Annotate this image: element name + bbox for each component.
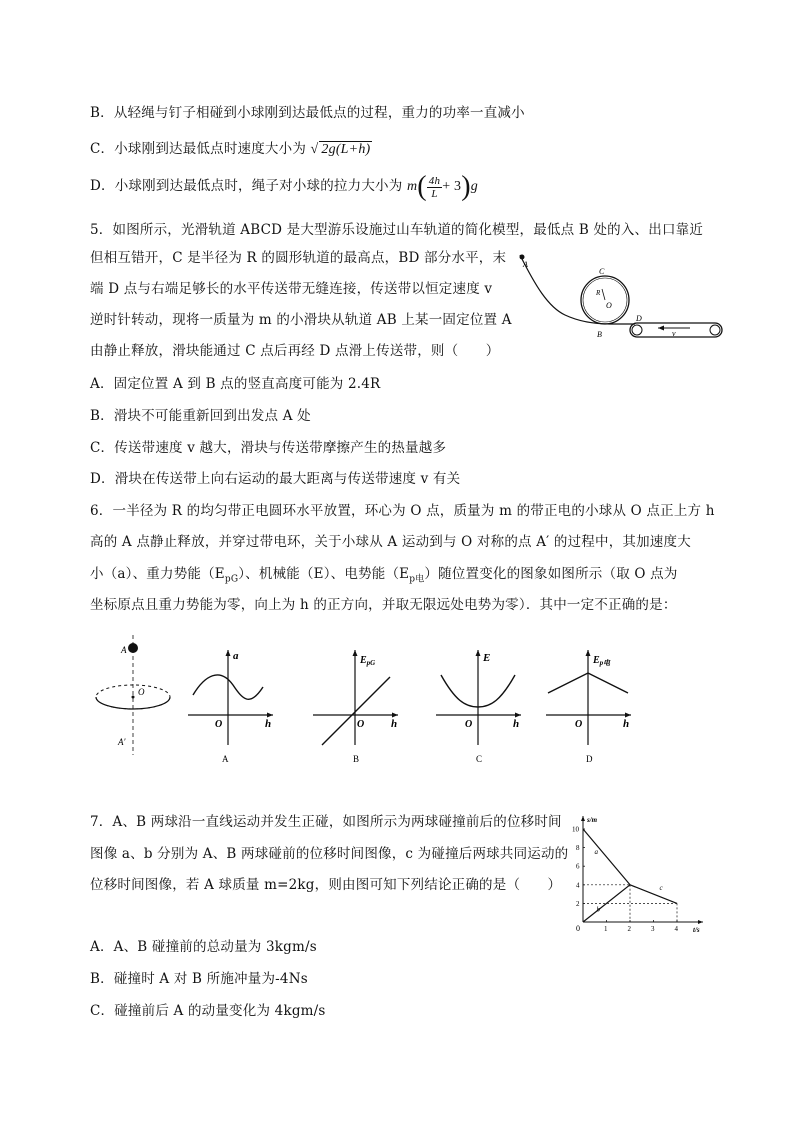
gravity-symbol: g: [470, 179, 478, 195]
ylabel: a: [233, 650, 239, 662]
x-tick-label: 2: [627, 925, 631, 933]
series-label-a: a: [594, 847, 598, 856]
sqrt-expression: 2g(L+h): [321, 142, 371, 157]
q6-line3-part3: ）随位置变化的图象如图所示（取 O 点为: [424, 566, 678, 582]
chart-axes: [576, 816, 703, 934]
q5-stem-line-2: 但相互错开，C 是半径为 R 的圆形轨道的最高点，BD 部分水平，末: [90, 250, 507, 266]
label-a: A: [523, 260, 528, 269]
q4-option-d: [90, 173, 478, 201]
y-axis-label: s/m: [587, 816, 598, 824]
subscript-pd: p电: [409, 574, 425, 585]
x-tick-label: 4: [674, 925, 678, 933]
label-v: v: [672, 329, 676, 338]
q7-stem-line-1: 7．A、B 两球沿一直线运动并发生正碰，如图所示为两球碰撞前后的位移时间: [90, 814, 562, 830]
ylabel: $E_{p电}$: [593, 655, 611, 667]
y-tick-label: 6: [576, 862, 580, 871]
radius-line: [602, 289, 605, 300]
xlabel: h: [265, 718, 272, 730]
q5-stem-line-5: 由静止释放，滑块能通过 C 点后再经 D 点滑上传送带，则（ ）: [90, 343, 500, 359]
x-arrowhead: [267, 713, 273, 718]
ring-label-a: A: [121, 645, 127, 655]
series-label-c: c: [659, 884, 663, 893]
q7-stem-line-3: 位移时间图像，若 A 球质量 m=2kg，则由图可知下列结论正确的是（ ）: [90, 877, 562, 893]
velocity-arrowhead: [658, 326, 664, 331]
q5-option-d: D．滑块在传送带上向右运动的最大距离与传送带速度 v 有关: [90, 471, 461, 487]
q5-stem-line-3: 端 D 点与右端足够长的水平传送带无缝连接，传送带以恒定速度 v: [90, 281, 493, 297]
y-tick-label: 10: [572, 825, 579, 834]
block-a: [520, 255, 525, 260]
origin: O: [465, 719, 473, 730]
y-arrowhead: [226, 650, 231, 656]
caption: D: [586, 754, 593, 764]
xlabel: h: [623, 718, 630, 730]
y-tick-label: 8: [576, 844, 580, 853]
q4-option-c: [90, 137, 372, 158]
plus-term: + 3: [442, 179, 462, 195]
ylabel: E: [483, 652, 491, 664]
charged-ring-figure: [90, 635, 180, 755]
x-arrowhead: [392, 713, 398, 718]
ball-a: [128, 643, 138, 653]
x-axis-arrowhead: [698, 920, 703, 924]
xlabel: h: [391, 718, 398, 730]
pulley-left: [632, 325, 642, 335]
label-d: D: [636, 314, 642, 323]
label-o: O: [606, 301, 612, 310]
x-arrowhead: [625, 713, 631, 718]
pulley-right: [710, 325, 720, 335]
q7-stem-line-2: 图像 a、b 分别为 A、B 两球碰前的位移时间图像，c 为碰撞后两球共同运动的: [90, 846, 569, 862]
x-tick-label: 3: [651, 925, 655, 933]
ring-label-a-prime: A′: [118, 737, 126, 747]
y-tick-label: 4: [576, 881, 580, 890]
q6-stem-line-1: 6．一半径为 R 的均匀带正电圆环水平放置，环心为 O 点，质量为 m 的带正电的小球从 O 点正上方 h: [90, 503, 715, 519]
origin: O: [575, 719, 583, 730]
q7-option-c: C．碰撞前后 A 的动量变化为 4kgm/s: [90, 1003, 326, 1019]
origin: O: [357, 719, 365, 730]
q5-option-a: A．固定位置 A 到 B 点的竖直高度可能为 2.4R: [90, 376, 381, 392]
x-arrowhead: [515, 713, 521, 718]
q5-option-b: B．滑块不可能重新回到出发点 A 处: [90, 408, 311, 424]
y-arrowhead: [586, 650, 591, 656]
label-c: C: [599, 267, 605, 276]
origin-label: 0: [576, 924, 580, 933]
q4-option-c-formula: √ 2g(L+h): [310, 142, 371, 157]
graph-d: [543, 645, 638, 765]
ring-label-o: O: [138, 687, 145, 697]
ylabel: $E_{pG}$: [360, 655, 376, 667]
origin: O: [215, 719, 223, 730]
q4-option-c-text: C．小球刚到达最低点时速度大小为: [90, 141, 307, 157]
y-tick-label: 2: [576, 899, 580, 908]
ring-center: [132, 696, 135, 699]
mass-symbol: m: [406, 179, 418, 195]
q6-stem-line-3: [90, 562, 678, 585]
caption: C: [476, 754, 483, 764]
q7-option-b: B．碰撞时 A 对 B 所施冲量为-4Ns: [90, 971, 308, 987]
q6-line3-part1: 小（a）、重力势能（E: [90, 566, 225, 582]
q7-option-a: A．A、B 碰撞前的总动量为 3kgm/s: [90, 939, 317, 955]
series-line-c: [630, 885, 677, 904]
y-arrowhead: [476, 650, 481, 656]
q6-stem-line-2: 高的 A 点静止释放，并穿过带电环，关于小球从 A 运动到与 O 对称的点 A′ 的过程中，其加速度大: [90, 534, 691, 550]
subscript-pg: pG: [224, 574, 239, 585]
conveyor-belt: [630, 323, 722, 337]
q4-option-d-formula: m( $\frac{4h}{L}$ + 3)g: [406, 171, 478, 202]
graph-a: [185, 645, 280, 765]
graph-b: [310, 645, 405, 765]
displacement-time-chart: [565, 810, 710, 935]
fraction-numerator: 4h: [428, 174, 441, 187]
q6-line3-part2: ）、机械能（E）、电势能（E: [238, 566, 410, 582]
q5-stem-line-4: 逆时针转动，现将一质量为 m 的小滑块从轨道 AB 上某一固定位置 A: [90, 312, 512, 328]
q5-stem-line-1: 5．如图所示，光滑轨道 ABCD 是大型游乐设施过山车轨道的简化模型，最低点 B 处的入、出口靠近: [90, 222, 704, 238]
fraction-denominator: L: [431, 187, 438, 200]
track-ab: [520, 255, 635, 324]
q4-option-d-text: D．小球刚到达最低点时，绳子对小球的拉力大小为: [90, 178, 403, 195]
x-axis-label: t/s: [693, 926, 700, 934]
caption: B: [353, 754, 360, 764]
graph-c: [433, 645, 528, 765]
label-b: B: [597, 330, 602, 339]
fraction: [427, 175, 442, 200]
series-line-a: [583, 829, 630, 885]
x-tick-label: 1: [604, 925, 608, 933]
line-b: [322, 677, 390, 745]
y-axis-arrowhead: [581, 816, 585, 821]
series-label-b: b: [596, 905, 600, 914]
xlabel: h: [513, 718, 520, 730]
y-arrowhead: [353, 650, 358, 656]
q5-option-c: C．传送带速度 v 越大，滑块与传送带摩擦产生的热量越多: [90, 440, 447, 456]
series-line-b: [583, 885, 630, 922]
roller-coaster-figure: [510, 245, 730, 350]
q4-option-b: B．从轻绳与钉子相碰到小球刚到达最低点的过程，重力的功率一直减小: [90, 105, 525, 121]
label-r: R: [596, 289, 601, 297]
q6-stem-line-4: 坐标原点且重力势能为零，向上为 h 的正方向，并取无限远处电势为零）．其中一定不正确的是：: [90, 597, 677, 613]
caption: A: [222, 754, 229, 764]
